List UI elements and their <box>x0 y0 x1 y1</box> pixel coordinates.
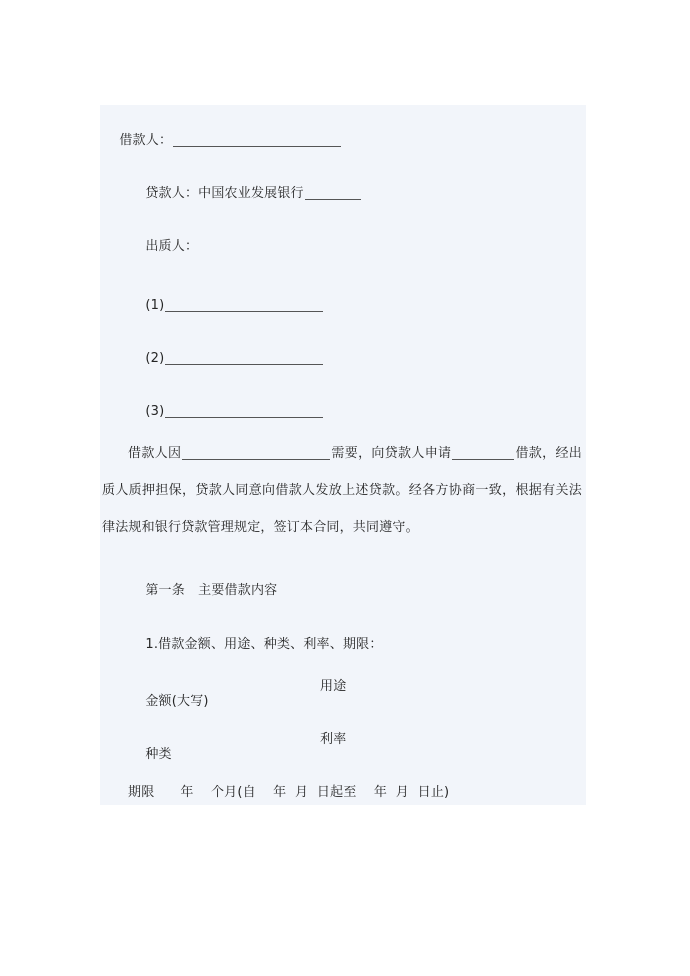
term-end-month-unit: 月 <box>395 785 409 800</box>
term-spacer-4 <box>286 785 295 800</box>
pledgor-item-2-blank <box>165 364 323 365</box>
preamble-body: 经出质人质押担保，贷款人同意向借款人发放上述贷款。经各方协商一致，根据有关法律法规和银行贷款管理规定，签订本合同，共同遵守。 <box>102 446 582 535</box>
term-start-day-unit: 日起至 <box>316 785 357 800</box>
preamble-paragraph <box>102 435 582 546</box>
term-spacer-2 <box>194 785 211 800</box>
pledgor-item-1-blank <box>165 311 323 312</box>
pledgor-label: 出质人： <box>145 238 199 254</box>
preamble-amount-blank <box>452 459 514 460</box>
document-content-block <box>100 105 586 805</box>
lender-blank <box>305 199 361 200</box>
term-spacer-5 <box>308 785 317 800</box>
field-row-term <box>128 781 449 800</box>
pledgor-item-2-number: (2) <box>145 350 165 366</box>
term-spacer-6 <box>357 785 374 800</box>
term-spacer-3 <box>256 785 273 800</box>
pledgor-item-1 <box>128 282 324 329</box>
pledgor-line <box>128 223 198 270</box>
term-end-year-unit: 年 <box>373 785 388 800</box>
pledgor-item-1-number: (1) <box>145 297 165 313</box>
field-label-amount: 金额(大写) <box>145 694 209 709</box>
term-years-unit: 年 <box>180 785 194 800</box>
lender-line <box>128 170 362 217</box>
field-label-rate: 利率 <box>320 732 347 747</box>
term-start-year-unit: 年 <box>273 785 287 800</box>
article-one-heading <box>128 567 277 614</box>
term-spacer-1 <box>154 785 180 800</box>
preamble-purpose-blank <box>182 459 330 460</box>
field-label-term: 期限 <box>128 785 155 800</box>
field-row-amount <box>128 675 347 724</box>
article-one-heading-text: 第一条 主要借款内容 <box>145 582 278 598</box>
borrower-label: 借款人： <box>119 132 173 148</box>
pledgor-item-2 <box>128 335 324 382</box>
term-start-month-unit: 月 <box>295 785 309 800</box>
term-months-unit: 个月(自 <box>210 785 256 800</box>
pledgor-item-3-number: (3) <box>145 403 165 419</box>
preamble-tail: 借款， <box>515 446 556 461</box>
pledgor-item-3 <box>128 388 324 435</box>
article-one-item-1 <box>128 621 383 668</box>
borrower-blank <box>173 146 341 147</box>
field-row-category <box>128 728 347 777</box>
preamble-lead: 借款人因 <box>128 446 182 461</box>
borrower-line <box>102 117 342 164</box>
field-label-purpose: 用途 <box>320 679 347 694</box>
field-label-category: 种类 <box>145 747 172 762</box>
lender-label: 贷款人：中国农业发展银行 <box>145 185 304 201</box>
preamble-mid: 需要，向贷款人申请 <box>331 446 452 461</box>
pledgor-item-3-blank <box>165 417 323 418</box>
term-spacer-8 <box>409 785 418 800</box>
term-end-day-unit: 日止) <box>417 785 450 800</box>
term-spacer-7 <box>387 785 396 800</box>
article-one-item-1-text: 1.借款金额、用途、种类、利率、期限： <box>145 636 383 652</box>
